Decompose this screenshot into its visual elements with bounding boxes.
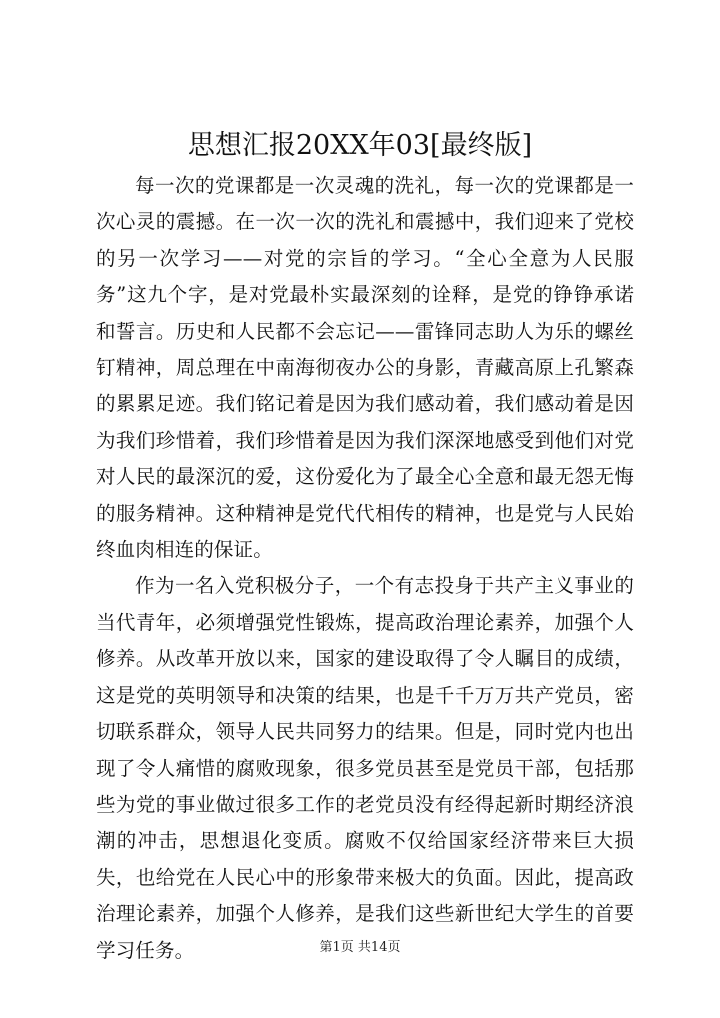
document-body — [96, 168, 634, 969]
paragraph-2: 作为一名入党积极分子，一个有志投身于共产主义事业的当代青年，必须增强党性锻炼，提高政治理论素养，加强个人修养。从改革开放以来，国家的建设取得了令人瞩目的成绩，这是党的英明领导和决策的结果，也是千千万万共产党员，密切联系群众，领导人民共同努力的结果。但是，同时党内也出现了令人痛惜的腐败现象，很多党员甚至是党员干部，包括那些为党的事业做过很多工作的老党员没有经得起新时期经济浪潮的冲击，思想退化变质。腐败不仅给国家经济带来巨大损失，也给党在人民心中的形象带来极大的负面。因此，提高政治理论素养，加强个人修养，是我们这些新世纪大学生的首要学习任务。 — [96, 574, 634, 962]
paragraph-1: 每一次的党课都是一次灵魂的洗礼，每一次的党课都是一次心灵的震撼。在一次一次的洗礼和震撼中，我们迎来了党校的另一次学习——对党的宗旨的学习。“全心全意为人民服务”这九个字，是对党最朴实最深刻的诠释，是党的铮铮承诺和誓言。历史和人民都不会忘记——雷锋同志助人为乐的螺丝钉精神，周总理在中南海彻夜办公的身影，青藏高原上孔繁森的累累足迹。我们铭记着是因为我们感动着，我们感动着是因为我们珍惜着，我们珍惜着是因为我们深深地感受到他们对党对人民的最深沉的爱，这份爱化为了最全心全意和最无怨无悔的服务精神。这种精神是党代代相传的精神，也是党与人民始终血肉相连的保证。 — [96, 174, 634, 562]
document-title: 思想汇报20XX年03[最终版] — [187, 130, 533, 161]
page-number: 第1页 共14页 — [319, 940, 401, 955]
